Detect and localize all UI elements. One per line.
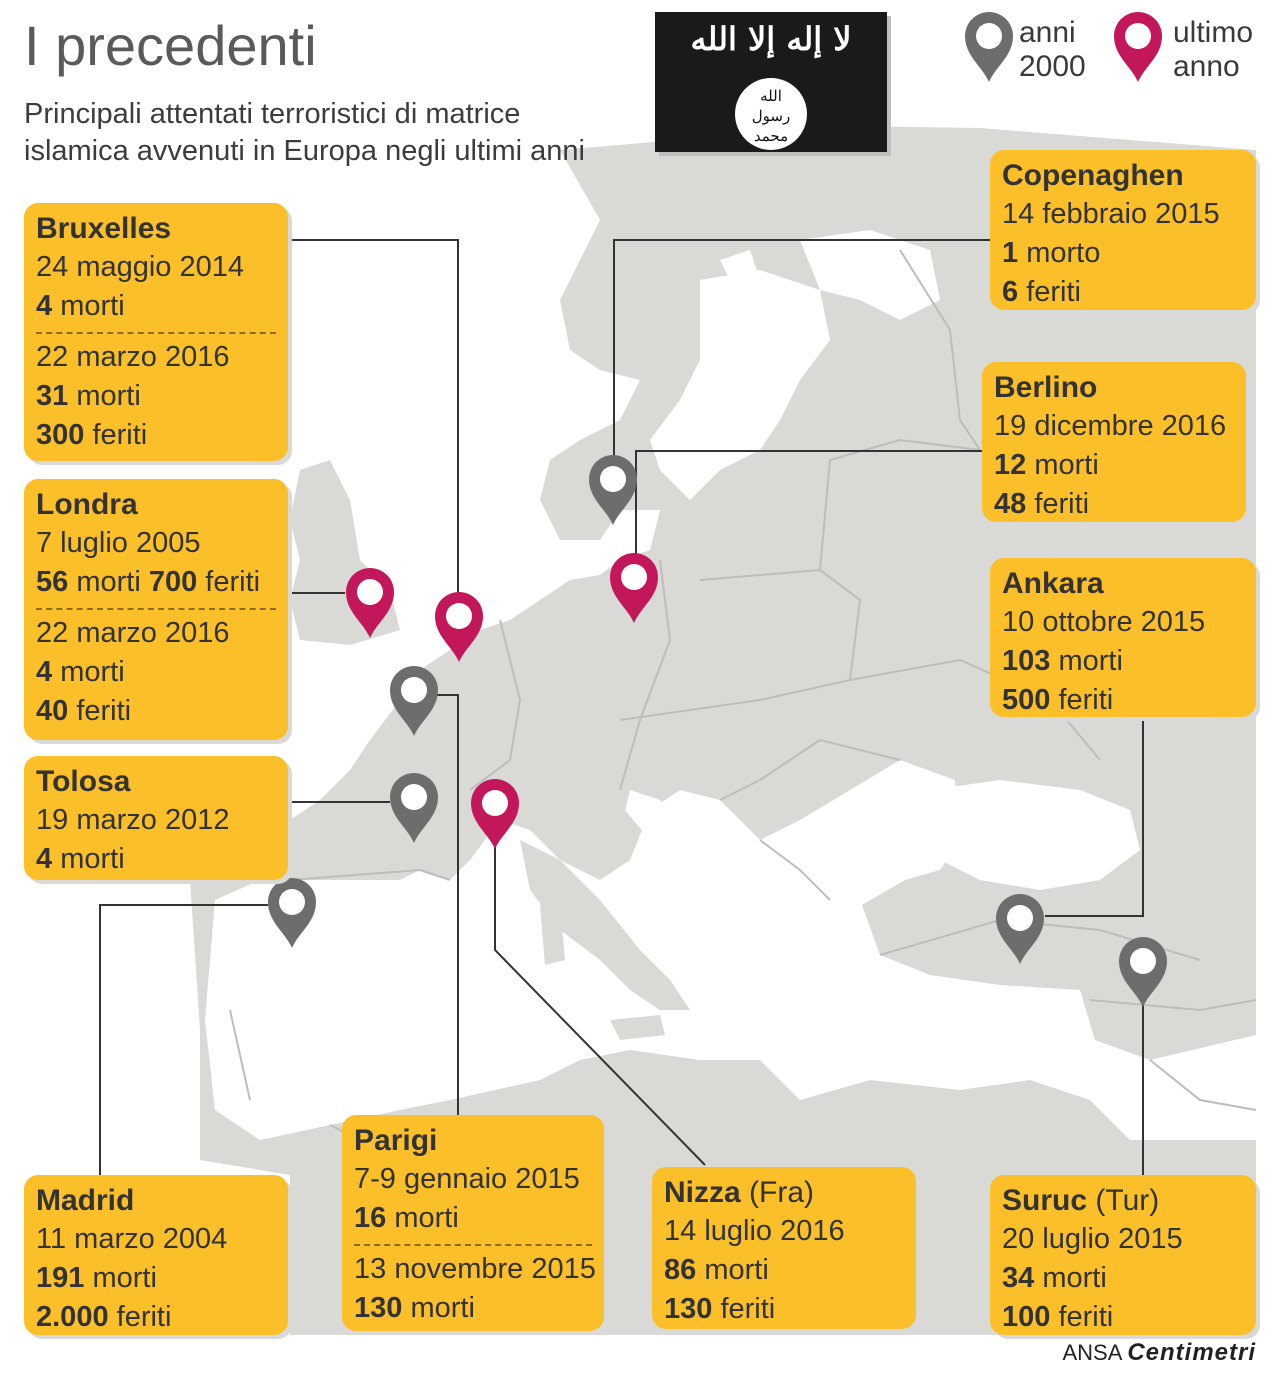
card-madrid: Madrid 11 marzo 2004 191 morti 2.000 feriti [24, 1175, 288, 1335]
card-nizza: Nizza (Fra) 14 luglio 2016 86 morti 130 feriti [652, 1167, 916, 1329]
credit-agency: ANSA [1062, 1340, 1122, 1365]
flag-seal: الله رسول محمد [735, 78, 807, 150]
black-flag-image [655, 12, 887, 152]
card-suruc: Suruc (Tur) 20 luglio 2015 34 morti 100 feriti [990, 1175, 1256, 1335]
credit [1062, 1339, 1256, 1367]
credit-brand: Centimetri [1127, 1339, 1256, 1366]
flag-text: لا إله إلا الله [690, 20, 852, 58]
page-subtitle [24, 96, 585, 170]
subtitle-line-1: Principali attentati terroristici di matrice [24, 98, 521, 130]
card-ankara: Ankara 10 ottobre 2015 103 morti 500 feriti [990, 558, 1256, 717]
card-berlino: Berlino 19 dicembre 2016 12 morti 48 feriti [982, 362, 1246, 522]
page-title: I precedenti [24, 14, 317, 77]
legend-magenta-label: ultimo anno [1173, 16, 1254, 83]
legend-grey-pin-icon [965, 12, 1013, 82]
card-parigi: Parigi 7-9 gennaio 2015 16 morti 13 novembre 2015 130 morti [342, 1115, 604, 1331]
legend-magenta-pin-icon [1114, 12, 1162, 82]
card-londra: Londra 7 luglio 2005 56 morti 700 feriti 22 marzo 2016 4 morti 40 feriti [24, 479, 288, 740]
subtitle-line-2: islamica avvenuti in Europa negli ultimi anni [24, 135, 585, 167]
legend-grey-label: anni 2000 [1019, 16, 1086, 83]
card-tolosa: Tolosa 19 marzo 2012 4 morti [24, 756, 288, 880]
card-bruxelles: Bruxelles 24 maggio 2014 4 morti 22 marzo 2016 31 morti 300 feriti [24, 203, 288, 461]
card-copenaghen: Copenaghen 14 febbraio 2015 1 morto 6 feriti [990, 150, 1256, 310]
